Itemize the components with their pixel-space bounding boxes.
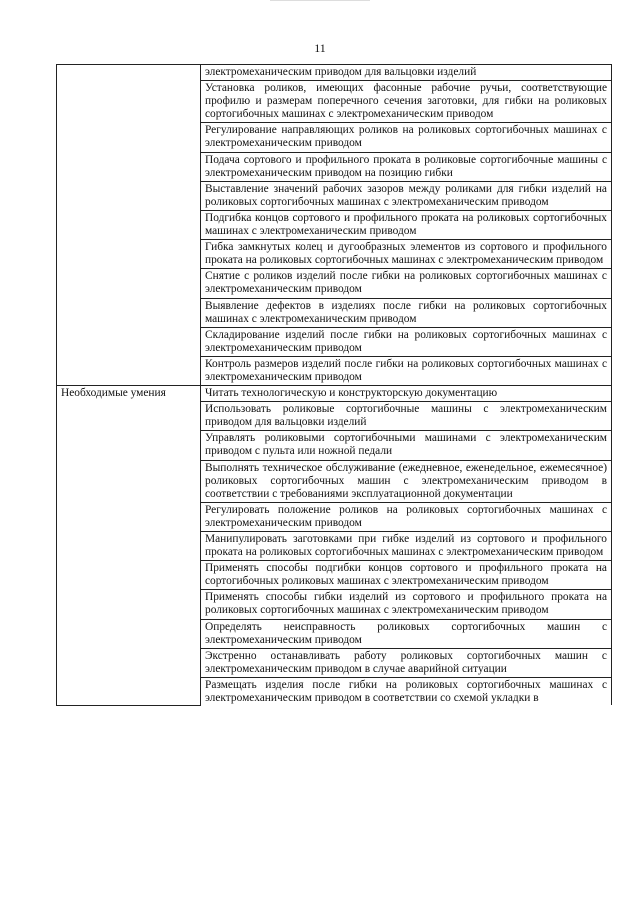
section-label-skills: Необходимые умения (57, 386, 201, 706)
labor-functions-table (56, 64, 612, 706)
skill-cell: Управлять роликовыми сортогибочными машинами с электромеханическим приводом с пульта или ножной педали (201, 431, 612, 460)
skill-cell: Регулировать положение роликов на роликовых сортогибочных машинах с электромеханическим приводом (201, 502, 612, 531)
skill-cell: Применять способы гибки изделий из сортового и профильного проката на роликовых сортогибочных машинах с электромеханическим приводом (201, 590, 612, 619)
skill-cell: Читать технологическую и конструкторскую документацию (201, 386, 612, 402)
table-row (57, 65, 612, 81)
skill-cell: Манипулировать заготовками при гибке изделий из сортового и профильного проката на роликовых сортогибочных машинах с электромеханическим приводом (201, 532, 612, 561)
skill-cell: Экстренно останавливать работу роликовых сортогибочных машин с электромеханическим приводом в случае аварийной ситуации (201, 648, 612, 677)
action-cell: Установка роликов, имеющих фасонные рабочие ручьи, соответствующие профилю и размерам поперечного сечения заготовки, для гибки на роликовых сортогибочных машинах с электромеханическим приводом (201, 81, 612, 123)
skill-cell: Применять способы подгибки концов сортового и профильного проката на сортогибочных роликовых машинах с электромеханическим приводом (201, 561, 612, 590)
scan-edge-mark (270, 0, 370, 1)
section-label-empty (57, 65, 201, 386)
action-cell: Гибка замкнутых колец и дугообразных элементов из сортового и профильного проката на роликовых сортогибочных машинах с электромеханическим приводом (201, 240, 612, 269)
table-row (57, 386, 612, 402)
action-cell: Подгибка концов сортового и профильного проката на роликовых сортогибочных машинах с электромеханическим приводом (201, 210, 612, 239)
action-cell: Регулирование направляющих роликов на роликовых сортогибочных машинах с электромеханическим приводом (201, 123, 612, 152)
skill-cell: Размещать изделия после гибки на роликовых сортогибочных машинах с электромеханическим приводом в соответствии со схемой укладки в (201, 677, 612, 705)
action-cell: Выставление значений рабочих зазоров между роликами для гибки изделий на роликовых сортогибочных машинах с электромеханическим приводом (201, 181, 612, 210)
page-number: 11 (314, 41, 326, 55)
action-cell: Контроль размеров изделий после гибки на роликовых сортогибочных машинах с электромеханическим приводом (201, 356, 612, 385)
action-cell: электромеханическим приводом для вальцовки изделий (201, 65, 612, 81)
action-cell: Выявление дефектов в изделиях после гибки на роликовых сортогибочных машинах с электромеханическим приводом (201, 298, 612, 327)
skill-cell: Выполнять техническое обслуживание (ежедневное, еженедельное, ежемесячное) роликовых сортогибочных машин с электромеханическим приводом в соответствии с требованиями эксплуатационной документации (201, 460, 612, 502)
skill-cell: Определять неисправность роликовых сортогибочных машин с электромеханическим приводом (201, 619, 612, 648)
action-cell: Подача сортового и профильного проката в роликовые сортогибочные машины с электромеханическим приводом на позицию гибки (201, 152, 612, 181)
skill-cell: Использовать роликовые сортогибочные машины с электромеханическим приводом для вальцовки изделий (201, 402, 612, 431)
action-cell: Складирование изделий после гибки на роликовых сортогибочных машинах с электромеханическим приводом (201, 327, 612, 356)
action-cell: Снятие с роликов изделий после гибки на роликовых сортогибочных машинах с электромеханическим приводом (201, 269, 612, 298)
